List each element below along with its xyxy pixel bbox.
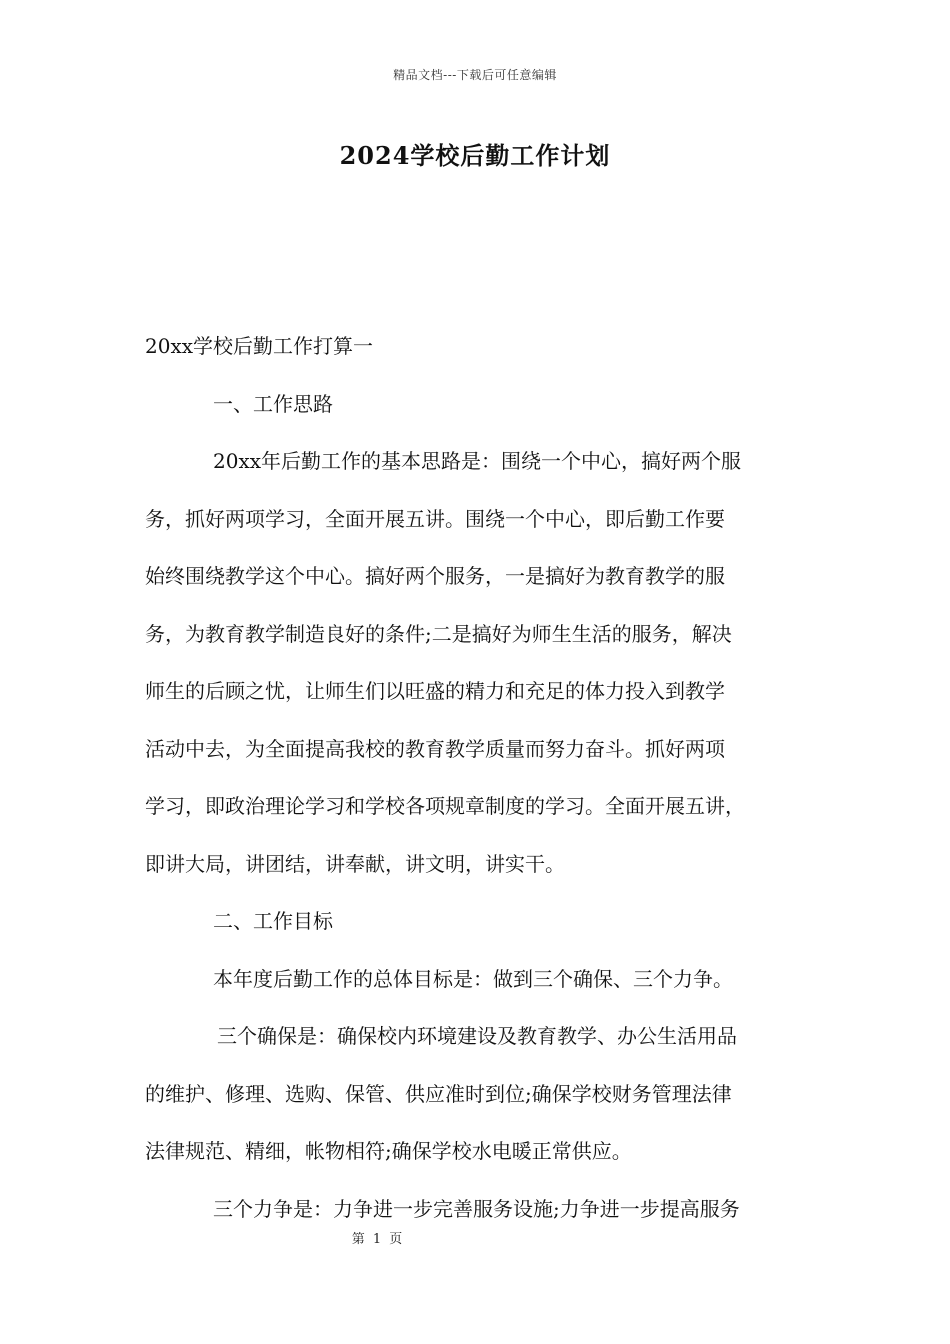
paragraph-line: 始终围绕教学这个中心。搞好两个服务，一是搞好为教育教学的服: [145, 564, 725, 588]
page-number: 第 1 页: [351, 1232, 405, 1247]
paragraph-line: 即讲大局，讲团结，讲奉献，讲文明，讲实干。: [145, 851, 565, 876]
section-heading: 20xx学校后勤工作打算一: [145, 334, 374, 358]
document-body: [145, 318, 825, 1238]
paragraph-line: 师生的后顾之忧，让师生们以旺盛的精力和充足的体力投入到教学: [145, 679, 725, 703]
paragraph-line: 法律规范、精细，帐物相符;确保学校水电暖正常供应。: [145, 1139, 632, 1163]
document-title: 2024学校后勤工作计划: [339, 141, 611, 170]
paragraph-line: 三个确保是：确保校内环境建设及教育教学、办公生活用品: [217, 1024, 737, 1048]
subsection-heading: 一、工作思路: [213, 391, 333, 416]
header-note: 精品文档---下载后可任意编辑: [393, 68, 557, 82]
paragraph-line: 20xx年后勤工作的基本思路是：围绕一个中心，搞好两个服: [213, 449, 742, 473]
paragraph-line: 学习，即政治理论学习和学校各项规章制度的学习。全面开展五讲，: [145, 794, 745, 818]
paragraph-line: 三个力争是：力争进一步完善服务设施;力争进一步提高服务: [213, 1196, 740, 1221]
paragraph-line: 本年度后勤工作的总体目标是：做到三个确保、三个力争。: [213, 966, 733, 991]
subsection-heading: 二、工作目标: [213, 909, 333, 933]
paragraph-line: 活动中去，为全面提高我校的教育教学质量而努力奋斗。抓好两项: [145, 736, 725, 761]
paragraph-line: 的维护、修理、选购、保管、供应准时到位;确保学校财务管理法律: [145, 1081, 732, 1106]
paragraph-line: 务，为教育教学制造良好的条件;二是搞好为师生生活的服务，解决: [145, 621, 732, 646]
paragraph-line: 务，抓好两项学习，全面开展五讲。围绕一个中心，即后勤工作要: [145, 506, 725, 531]
